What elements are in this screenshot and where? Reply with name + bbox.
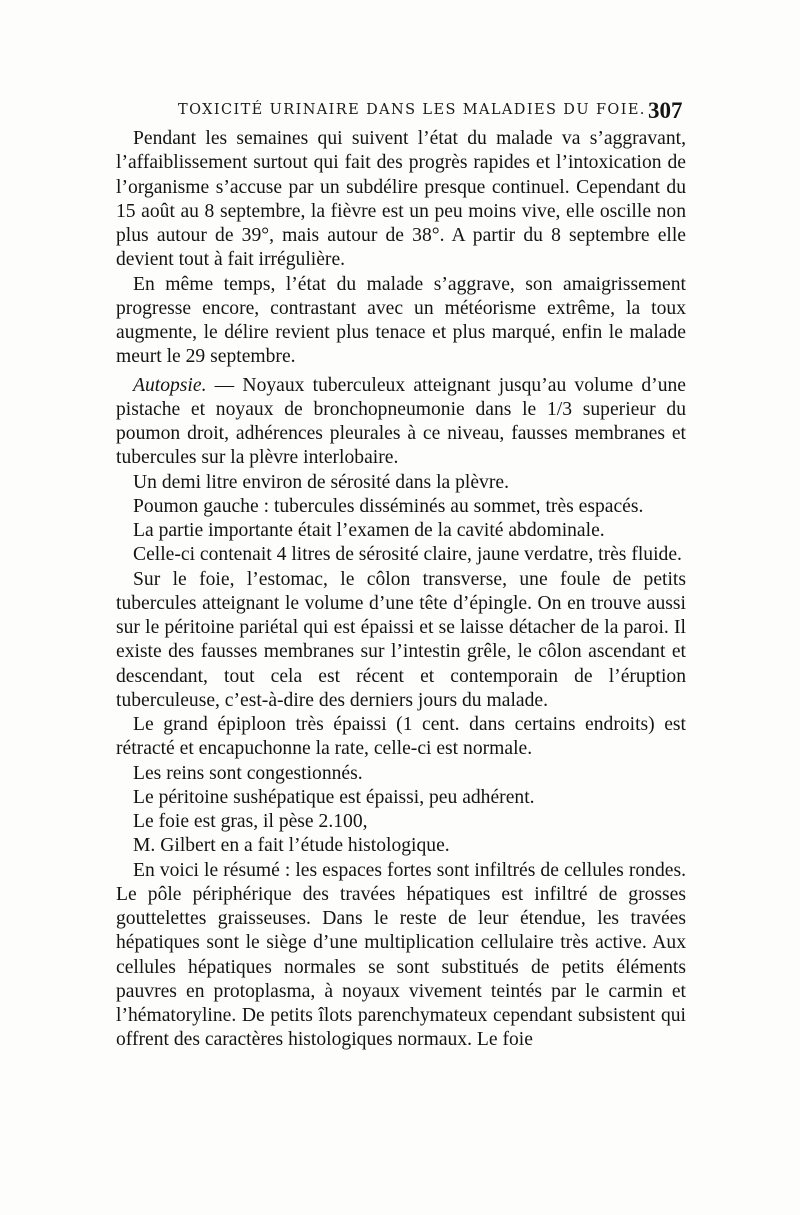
paragraph-gilbert: M. Gilbert en a fait l’étude histologique.	[133, 835, 450, 857]
paragraph-serosite: Celle-ci contenait 4 litres de sérosité claire, jaune verdatre, très fluide.	[133, 544, 682, 566]
running-head-title: TOXICITÉ URINAIRE DANS LES MALADIES DU FOIE.	[178, 102, 646, 118]
paragraph-epiploon: Le grand épiploon très épaissi (1 cent. dans certains endroits) est rétracté et encapuchonne la rate, celle-ci est normale.	[116, 714, 686, 760]
paragraph-reins: Les reins sont congestionnés.	[133, 762, 363, 784]
paragraph-aggravation: Pendant les semaines qui suivent l’état du malade va s’aggravant, l’affaiblissement surtout qui fait des progrès rapides et l’intoxication de l’organisme s’accuse par un subdélire presque continuel. Cependant du 15 août au 8 septembre, la fièvre est un peu moins vive, elle oscille non plus autour de 39°, mais autour de 38°. A partir du 8 septembre elle devient tout à fait irrégulière.	[116, 128, 686, 271]
paragraph-cavite-abdominale: La partie importante était l’examen de la cavité abdominale.	[133, 520, 605, 541]
autopsie-text: — Noyaux tuberculeux atteignant jusqu’au volume d’une pistache et noyaux de bronchopneumonie dans le 1/3 superieur du poumon droit, adhérences pleurales à ce niveau, fausses membranes et tubercules sur la plèvre interlobaire.	[116, 374, 686, 469]
paragraph-death: En même temps, l’état du malade s’aggrave, son amaigrissement progresse encore, contrastant avec un météorisme extrême, la toux augmente, le délire revient plus tenace et plus marqué, enfin le malade meurt le 29 septembre.	[116, 273, 686, 368]
paragraph-plevre: Un demi litre environ de sérosité dans la plèvre.	[133, 471, 509, 493]
paragraph-poumon-gauche: Poumon gauche : tubercules disséminés au sommet, très espacés.	[133, 495, 644, 517]
running-head	[0, 98, 800, 126]
paragraph-resume-histologique: En voici le résumé : les espaces fortes sont infiltrés de cellules rondes. Le pôle périphérique des travées hépatiques est infiltré de grosses gouttelettes graisseuses. Dans le reste de leur étendue, les travées hépatiques sont le siège d’une multiplication cellulaire très active. Aux cellules hépatiques normales se sont substitués de petits éléments pauvres en protoplasma, à noyaux vivement teintés par le carmin et l’hématoryline. De petits îlots parenchymateux cependant subsistent qui offrent des caractères histologiques normaux. Le foie	[116, 859, 686, 1051]
paragraph-tubercules: Sur le foie, l’estomac, le côlon transverse, une foule de petits tubercules atteignant le volume d’une tête d’épingle. On en trouve aussi sur le péritoine pariétal qui est épaissi et se laisse détacher de la paroi. Il existe des fausses membranes sur l’intestin grêle, le côlon ascendant et descendant, tout cela est récent et contemporain de l’éruption tuberculeuse, c’est-à-dire des derniers jours du malade.	[116, 568, 686, 711]
autopsie-heading: Autopsie.	[133, 374, 207, 396]
page-number: 307	[648, 98, 683, 123]
paragraph-peritoine: Le péritoine sushépatique est épaissi, peu adhérent.	[133, 786, 535, 808]
paragraph-foie-gras: Le foie est gras, il pèse 2.100,	[133, 811, 368, 832]
paragraph-autopsie	[116, 374, 686, 471]
body-text	[116, 127, 686, 1053]
